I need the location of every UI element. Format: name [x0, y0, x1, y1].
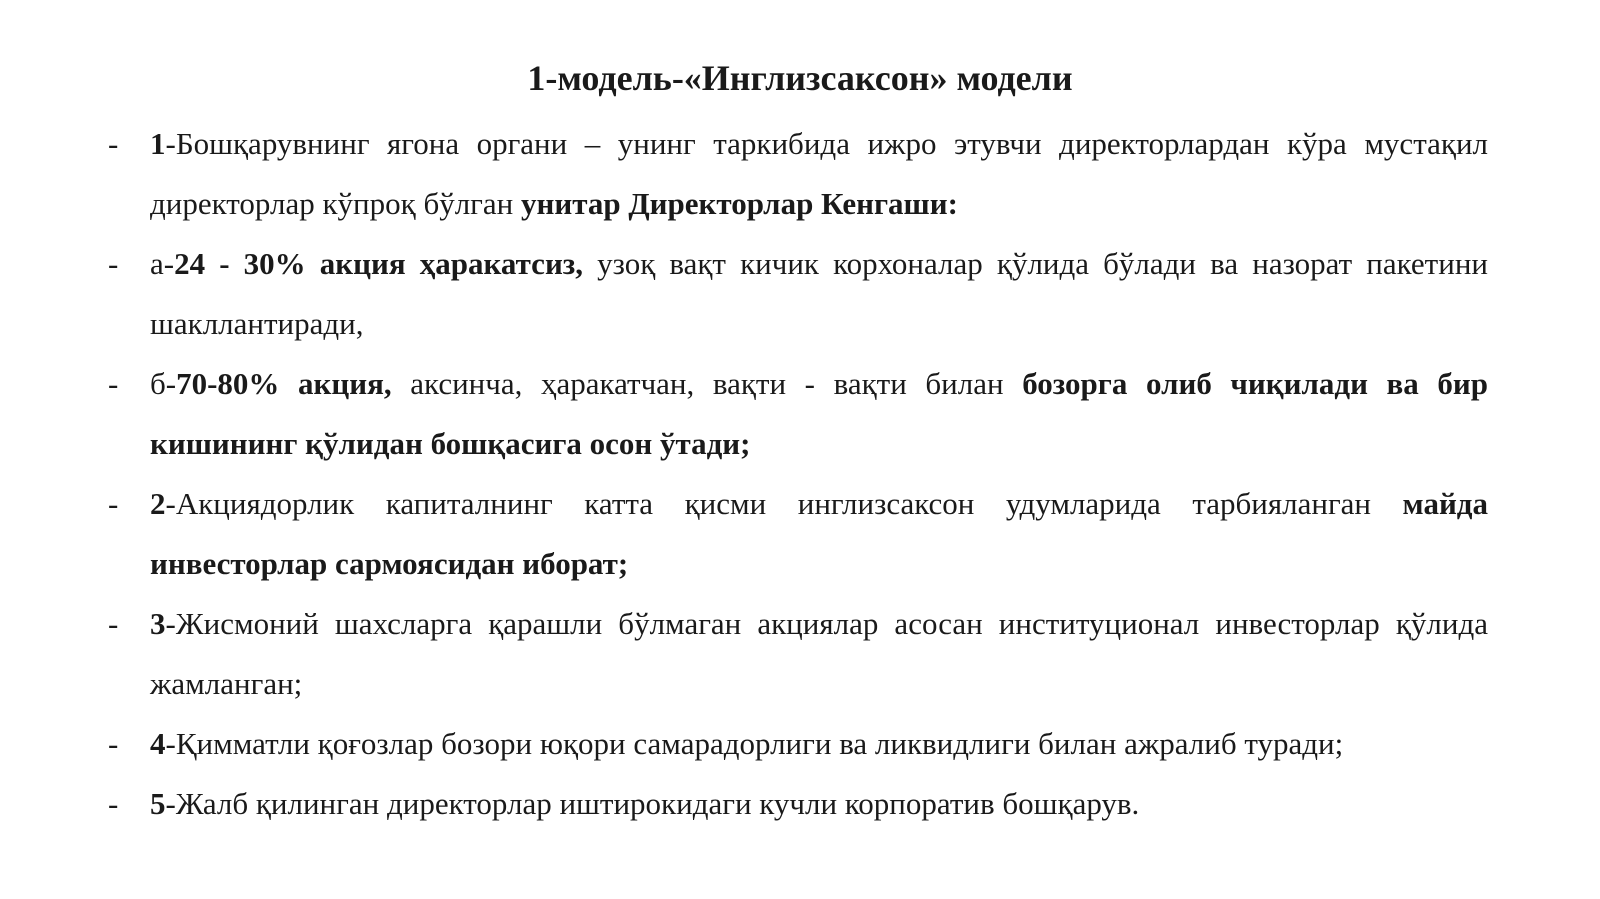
- bullet-dash: -: [108, 366, 119, 401]
- bullet-dash: -: [108, 126, 119, 161]
- item-number: 1: [150, 126, 166, 161]
- item-text: -Қимматли қоғозлар бозори юқори самарадорлиги ва ликвидлиги билан ажралиб туради;: [165, 726, 1344, 761]
- slide-title: 1-модель-«Инглизсаксон» модели: [527, 58, 1073, 98]
- item-number: 3: [150, 606, 166, 641]
- item-text: аксинча, ҳаракатчан, вақти - вақти билан: [391, 366, 1023, 401]
- bullet-dash: -: [108, 606, 119, 641]
- bullet-dash: -: [108, 726, 119, 761]
- item-number: 2: [150, 486, 166, 521]
- item-emphasis: 24 - 30% акция ҳаракатсиз,: [174, 246, 584, 281]
- item-emphasis: бозорга олиб чиқилади ва бир кишининг қўлидан бошқасига осон ўтади;: [150, 366, 1488, 461]
- list-item: [108, 234, 1488, 354]
- item-emphasis: майда инвесторлар сармоясидан иборат;: [150, 486, 1488, 581]
- item-prefix: б-: [150, 366, 177, 401]
- list-item: [108, 354, 1488, 474]
- item-emphasis: унитар Директорлар Кенгаши:: [521, 186, 958, 221]
- item-number: 5: [150, 786, 166, 821]
- bullet-dash: -: [108, 786, 119, 821]
- item-number: 4: [150, 726, 166, 761]
- list-item: [108, 594, 1488, 714]
- item-text: -Жисмоний шахсларга қарашли бўлмаган акциялар асосан институционал инвесторлар қўлида жамланган;: [150, 606, 1488, 701]
- item-text: -Жалб қилинган директорлар иштирокидаги кучли корпоратив бошқарув.: [165, 786, 1140, 821]
- item-text: узоқ вақт кичик корхоналар қўлида бўлади ва назорат пакетини шакллантиради,: [150, 246, 1488, 341]
- item-prefix: а-: [150, 246, 175, 281]
- item-text: -Бошқарувнинг ягона органи – унинг таркибида ижро этувчи директорлардан кўра мустақил директорлар кўпроқ бўлган: [150, 126, 1488, 221]
- list-item: [108, 714, 1488, 774]
- item-text: -Акциядорлик капиталнинг катта қисми инглизсаксон удумларида тарбияланган: [165, 486, 1403, 521]
- bullet-dash: -: [108, 486, 119, 521]
- list-item: [108, 474, 1488, 594]
- bullet-list: [108, 114, 1488, 834]
- item-emphasis: 70-80% акция,: [176, 366, 392, 401]
- bullet-dash: -: [108, 246, 119, 281]
- list-item: [108, 114, 1488, 234]
- list-item: [108, 774, 1488, 834]
